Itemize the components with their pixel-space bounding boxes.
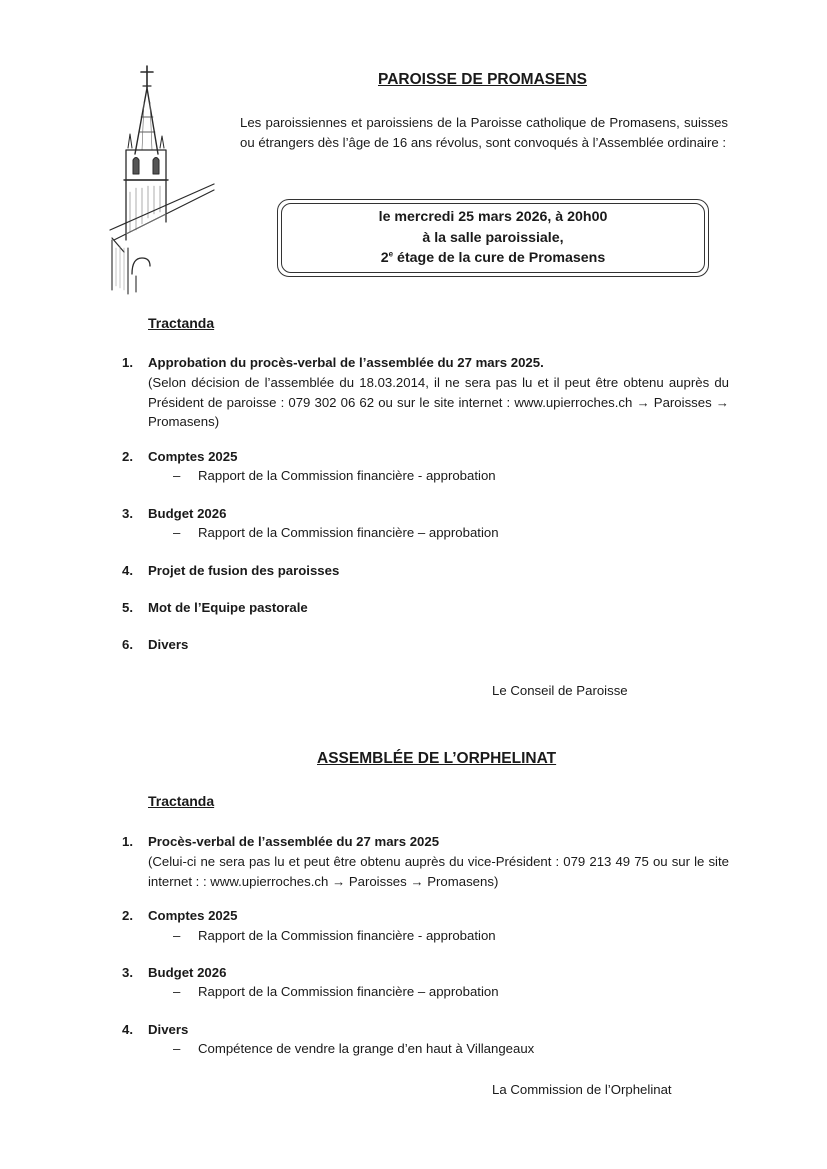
agenda-item-title: Budget 2026 — [148, 506, 227, 521]
agenda-item-number: 4. — [122, 1022, 133, 1037]
agenda-item-title: Procès-verbal de l’assemblée du 27 mars 2025 — [148, 834, 440, 849]
intro-paragraph: Les paroissiennes et paroissiens de la Paroisse catholique de Promasens, suisses ou étrangers dès l’âge de 16 ans révolus, sont convoqués à l’Assemblée ordinaire : — [240, 115, 728, 150]
agenda-item-number: 6. — [122, 637, 133, 652]
church-steeple-illustration — [106, 62, 224, 296]
agenda-item-number: 4. — [122, 563, 133, 578]
agenda-item-title: Mot de l’Equipe pastorale — [148, 600, 308, 615]
agenda-item-title: Comptes 2025 — [148, 449, 238, 464]
agenda-subitem: Rapport de la Commission financière - approbation — [198, 468, 496, 483]
agenda-item-note: (Selon décision de l’assemblée du 18.03.2014, il ne sera pas lu et il peut être obtenu auprès du Président de paroisse : 079 302 06 62 ou sur le site internet : www.upierroches.ch → Paroisses → Promasens) — [148, 375, 729, 429]
agenda-item-number: 3. — [122, 965, 133, 980]
agenda-item-title: Comptes 2025 — [148, 908, 238, 923]
dash-bullet: – — [173, 468, 181, 483]
signature: Le Conseil de Paroisse — [492, 683, 628, 698]
tractanda-heading: Tractanda — [148, 315, 215, 331]
agenda-item-title: Divers — [148, 1022, 189, 1037]
agenda-item-note: (Celui-ci ne sera pas lu et peut être obtenu auprès du vice-Président : 079 213 49 75 ou sur le site internet : : www.upierroches.ch → Paroisses → Promasens) — [148, 854, 729, 889]
agenda-item-number: 2. — [122, 449, 133, 464]
agenda-subitem: Rapport de la Commission financière - approbation — [198, 928, 496, 943]
dash-bullet: – — [173, 1041, 181, 1056]
agenda-item-number: 5. — [122, 600, 133, 615]
agenda-item-title: Budget 2026 — [148, 965, 227, 980]
tractanda-heading: Tractanda — [148, 793, 215, 809]
agenda-item-title: Projet de fusion des paroisses — [148, 563, 340, 578]
meeting-date-box — [277, 199, 709, 277]
agenda-item-title: Approbation du procès-verbal de l’assemblée du 27 mars 2025. — [148, 355, 544, 370]
agenda-subitem: Rapport de la Commission financière – approbation — [198, 984, 499, 999]
agenda-item-number: 1. — [122, 355, 133, 370]
agenda-item-number: 1. — [122, 834, 133, 849]
meeting-floor: 2e étage de la cure de Promasens — [380, 249, 606, 266]
agenda-item-title: Divers — [148, 637, 189, 652]
meeting-date: le mercredi 25 mars 2026, à 20h00 — [378, 209, 608, 225]
dash-bullet: – — [173, 984, 181, 999]
dash-bullet: – — [173, 525, 181, 540]
agenda-item-number: 3. — [122, 506, 133, 521]
page-title: PAROISSE DE PROMASENS — [378, 71, 588, 88]
agenda-subitem: Compétence de vendre la grange d’en haut à Villangeaux — [198, 1041, 535, 1056]
section-title: ASSEMBLÉE DE L’ORPHELINAT — [317, 750, 557, 767]
dash-bullet: – — [173, 928, 181, 943]
signature: La Commission de l’Orphelinat — [492, 1082, 672, 1097]
agenda-item-number: 2. — [122, 908, 133, 923]
meeting-location: à la salle paroissiale, — [422, 229, 564, 246]
agenda-subitem: Rapport de la Commission financière – approbation — [198, 525, 499, 540]
